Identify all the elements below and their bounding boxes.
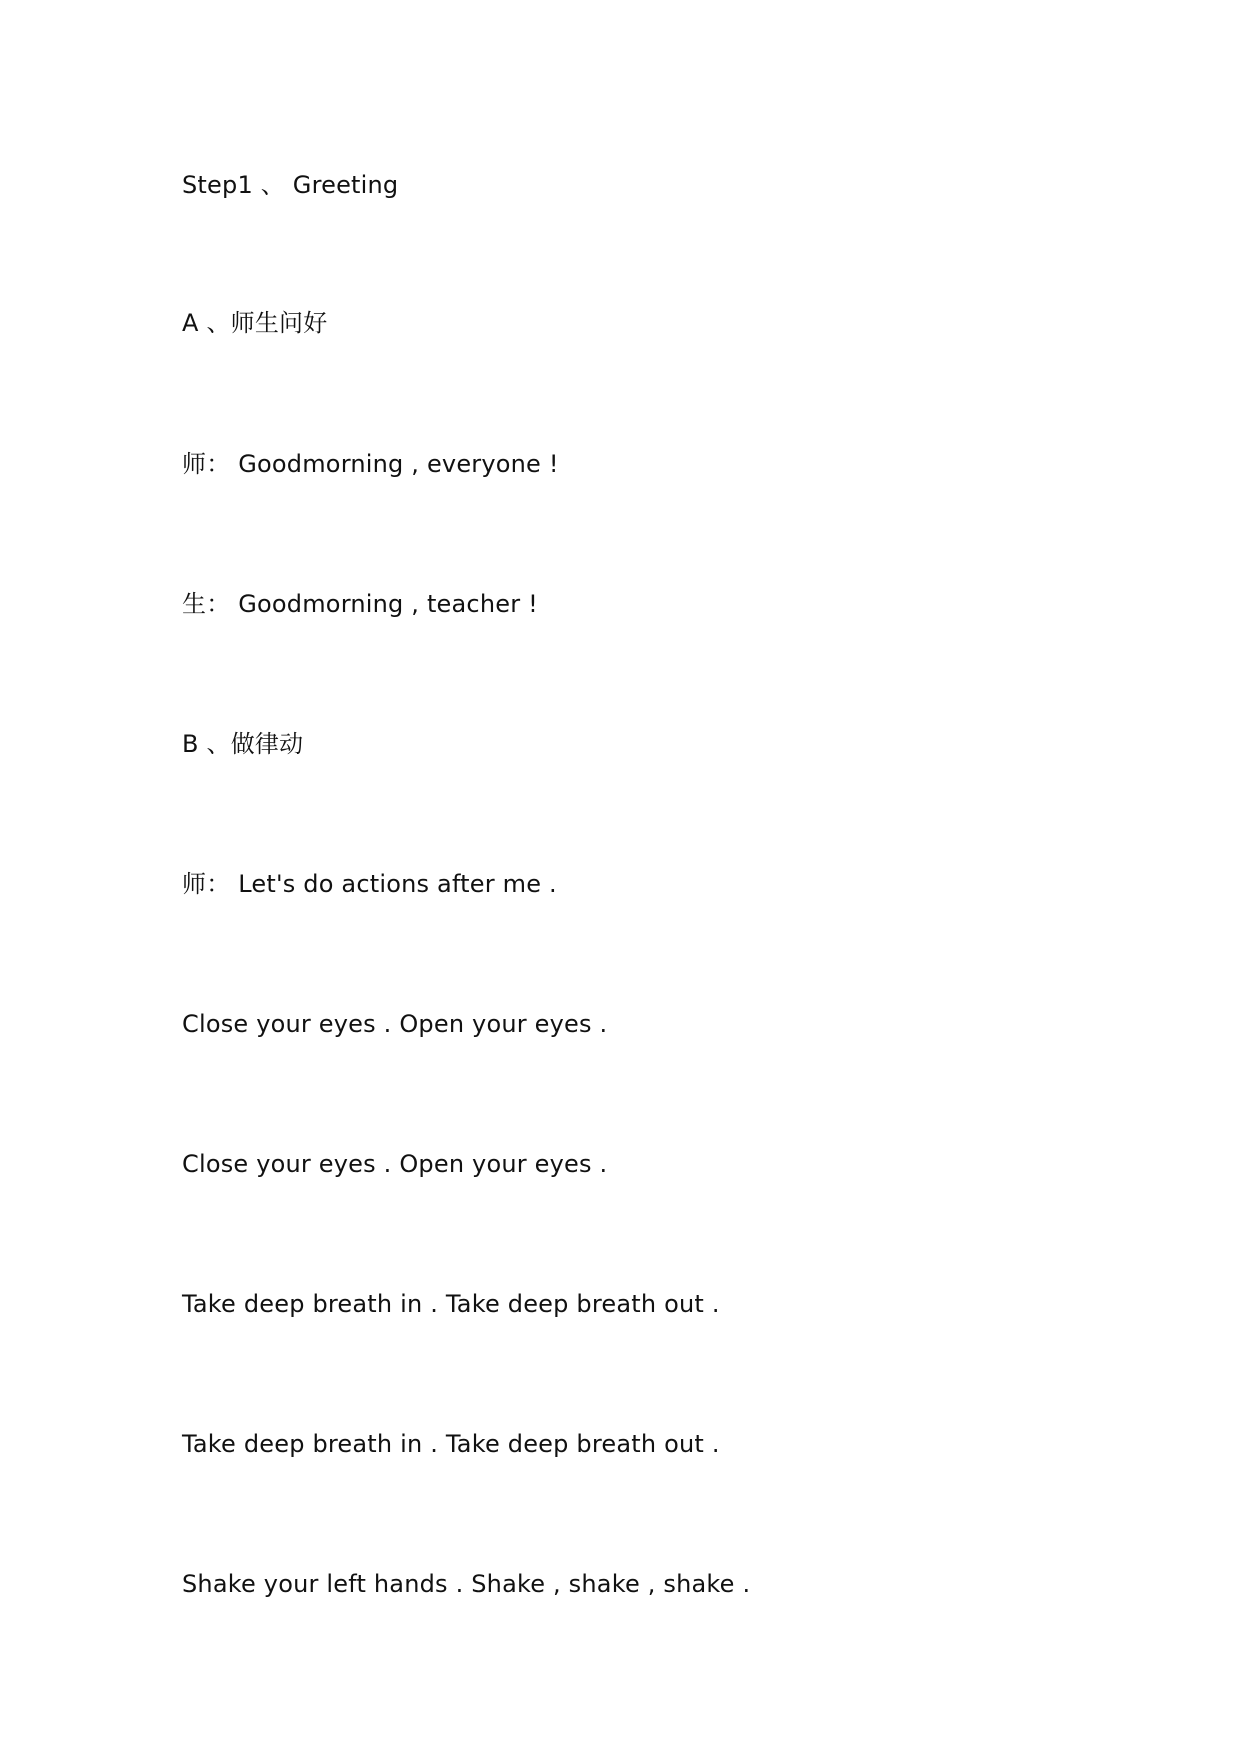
text-line: Close your eyes . Open your eyes .: [182, 1010, 608, 1038]
text-line: Take deep breath in . Take deep breath out .: [182, 1290, 720, 1318]
dialogue-line-student-greeting: 生： Goodmorning , teacher !: [182, 590, 538, 618]
text-line: Take deep breath in . Take deep breath out .: [182, 1430, 720, 1458]
dialogue-line-teacher-actions: 师： Let's do actions after me .: [182, 870, 557, 898]
dialogue-line-teacher-greeting: 师： Goodmorning , everyone !: [182, 450, 559, 478]
subsection-heading-b: B 、做律动: [182, 730, 304, 758]
subsection-heading-a: A 、师生问好: [182, 309, 328, 337]
text-line: Shake your left hands . Shake , shake , shake .: [182, 1570, 751, 1598]
text-line: Close your eyes . Open your eyes .: [182, 1150, 608, 1178]
section-heading-step1: Step1 、 Greeting: [182, 171, 399, 199]
